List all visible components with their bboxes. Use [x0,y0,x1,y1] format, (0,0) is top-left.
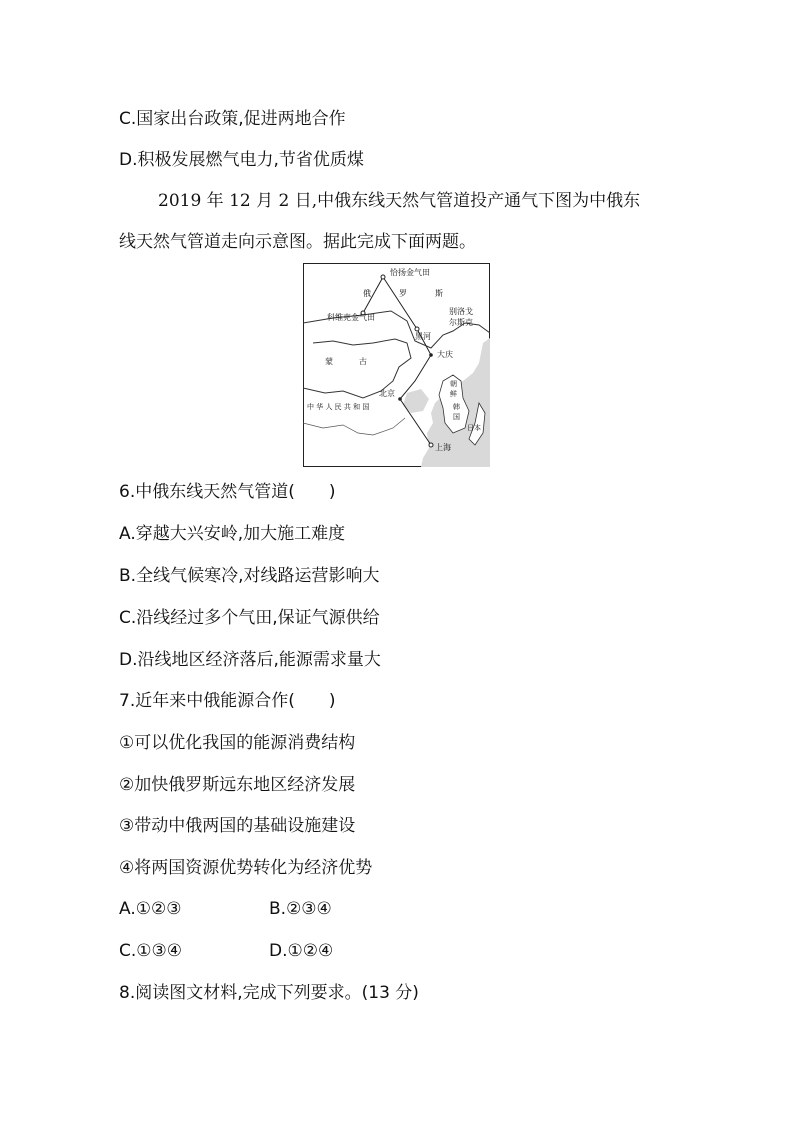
text-line-option-c: C.国家出台政策,促进两地合作 [119,109,346,129]
label-china: 中 华 人 民 共 和 国 [307,403,370,411]
blagoveshchensk-marker [415,327,419,331]
label-russia-3: 斯 [435,289,443,298]
text-line-option-d: D.积极发展燃气电力,节省优质煤 [119,150,364,170]
label-chayanda: 恰扬金气田 [390,268,430,277]
pipeline-map [303,263,490,467]
question-6-option-c: C.沿线经过多个气田,保证气源供给 [119,608,380,628]
chayanda-field-marker [381,275,385,279]
intro-paragraph-line-2: 线天然气管道走向示意图。据此完成下面两题。 [119,232,476,252]
question-6-stem: 6.中俄东线天然气管道( ) [119,482,336,502]
label-russia-1: 俄 [363,289,371,298]
label-beijing: 北京 [379,389,395,398]
label-japan: 日本 [467,424,481,432]
question-7-option-b: B.②③④ [269,899,332,919]
question-6-option-d: D.沿线地区经济落后,能源需求量大 [119,650,381,670]
shanghai-marker [429,443,433,447]
label-blagoveshchensk-2: 尔斯克 [449,318,473,327]
label-korea-4: 国 [453,413,460,421]
question-6-option-b: B.全线气候寒冷,对线路运营影响大 [119,566,380,586]
question-7-statement-1: ①可以优化我国的能源消费结构 [119,733,356,753]
question-7-option-d: D.①②④ [269,941,334,961]
question-6-option-a: A.穿越大兴安岭,加大施工难度 [119,524,346,544]
label-heihe: 黑河 [415,332,431,341]
label-blagoveshchensk-1: 别洛戈 [449,307,473,316]
question-7-stem: 7.近年来中俄能源合作( ) [119,691,336,711]
question-7-option-c: C.①③④ [119,941,182,961]
label-korea-3: 韩 [453,403,460,411]
intro-paragraph-line-1: 2019 年 12 月 2 日,中俄东线天然气管道投产通气下图为中俄东 [158,191,641,211]
daqing-marker [429,353,433,357]
label-korea-1: 朝 [450,380,457,388]
question-7-statement-3: ③带动中俄两国的基础设施建设 [119,816,356,836]
label-mongolia-1: 蒙 [325,357,333,366]
question-7-option-a: A.①②③ [119,899,182,919]
question-8-stem: 8.阅读图文材料,完成下列要求。(13 分) [119,983,419,1003]
label-daqing: 大庆 [437,350,453,359]
beijing-marker [398,397,402,401]
pipeline-map-svg [303,263,490,467]
label-shanghai: 上海 [435,443,451,452]
label-russia-2: 罗 [399,289,407,298]
label-korea-2: 鲜 [450,390,457,398]
question-7-statement-2: ②加快俄罗斯远东地区经济发展 [119,775,356,795]
question-7-statement-4: ④将两国资源优势转化为经济优势 [119,858,373,878]
label-mongolia-2: 古 [359,357,367,366]
label-kovykta: 科维克金气田 [327,313,375,322]
